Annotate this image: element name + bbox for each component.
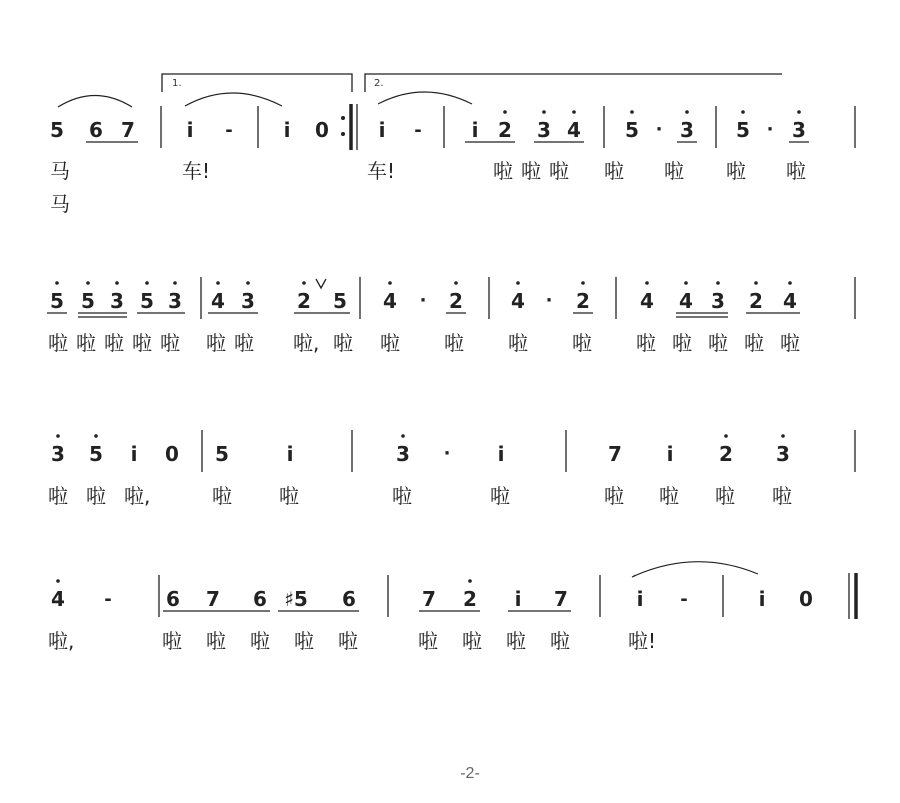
dot: · — [766, 119, 774, 140]
lyric: 啦 — [780, 331, 800, 355]
note: 3 — [537, 118, 551, 142]
dash: - — [104, 589, 112, 610]
lyric: 啦 — [206, 331, 226, 355]
repeat-dot — [341, 132, 345, 136]
note: i — [186, 118, 194, 142]
slur — [378, 92, 472, 104]
lyric: 啦 — [279, 484, 299, 508]
score-row-3 — [48, 430, 855, 508]
note: 3 — [680, 118, 694, 142]
octave-dot — [754, 281, 758, 285]
note: 4 — [383, 289, 397, 313]
note: 4 — [640, 289, 654, 313]
dash: - — [680, 589, 688, 610]
dash: - — [414, 120, 422, 141]
octave-dot — [115, 281, 119, 285]
note: 2 — [576, 289, 590, 313]
note: 3 — [776, 442, 790, 466]
lyric: 啦 — [604, 484, 624, 508]
octave-dot — [516, 281, 520, 285]
note: 3 — [711, 289, 725, 313]
lyric: 啦 — [333, 331, 353, 355]
volta-bracket-1 — [162, 74, 352, 92]
lyric: 啦 — [392, 484, 412, 508]
octave-dot — [503, 110, 507, 114]
slur — [185, 93, 282, 106]
note: i — [286, 442, 294, 466]
note: i — [283, 118, 291, 142]
lyric: 啦 — [549, 159, 569, 183]
octave-dot — [542, 110, 546, 114]
lyric: 啦 — [162, 629, 182, 653]
note: 5 — [333, 289, 347, 313]
note: 6 — [89, 118, 103, 142]
lyric: 啦 — [132, 331, 152, 355]
lyric: 啦 — [572, 331, 592, 355]
lyric: 啦 — [726, 159, 746, 183]
lyric: 啦 — [664, 159, 684, 183]
score-row-1 — [50, 74, 855, 216]
note: 3 — [110, 289, 124, 313]
note: 2 — [749, 289, 763, 313]
note: 5 — [50, 289, 64, 313]
lyric: 啦 — [715, 484, 735, 508]
note: 7 — [121, 118, 135, 142]
octave-dot — [788, 281, 792, 285]
volta-bracket-2 — [365, 74, 782, 92]
note: 5 — [215, 442, 229, 466]
note: 4 — [679, 289, 693, 313]
note: 3 — [168, 289, 182, 313]
note: 4 — [511, 289, 525, 313]
breath-mark — [316, 279, 326, 288]
octave-dot — [246, 281, 250, 285]
note: 5 — [625, 118, 639, 142]
lyric: 啦 — [490, 484, 510, 508]
note: 2 — [498, 118, 512, 142]
dot: · — [655, 119, 663, 140]
note: 3 — [792, 118, 806, 142]
note: 3 — [51, 442, 65, 466]
note: 7 — [554, 587, 568, 611]
octave-dot — [645, 281, 649, 285]
volta-label-2: 2. — [374, 78, 384, 89]
octave-dot — [302, 281, 306, 285]
note: i — [514, 587, 522, 611]
octave-dot — [581, 281, 585, 285]
note: 2 — [719, 442, 733, 466]
note: 7 — [422, 587, 436, 611]
lyric: 啦 — [493, 159, 513, 183]
lyric: 啦 — [772, 484, 792, 508]
note: 5 — [736, 118, 750, 142]
octave-dot — [388, 281, 392, 285]
note: 0 — [799, 587, 813, 611]
lyric: 马 — [50, 192, 70, 216]
lyric: 啦 — [48, 484, 68, 508]
lyric: 啦 — [462, 629, 482, 653]
octave-dot — [401, 434, 405, 438]
lyric: 啦 — [380, 331, 400, 355]
lyric: 啦 — [744, 331, 764, 355]
slur — [632, 562, 758, 577]
lyric: 啦 — [506, 629, 526, 653]
lyric: 啦 — [659, 484, 679, 508]
octave-dot — [468, 579, 472, 583]
score-row-2 — [47, 277, 855, 355]
lyric: 啦 — [160, 331, 180, 355]
lyric: 啦 — [212, 484, 232, 508]
note: 5 — [81, 289, 95, 313]
octave-dot — [56, 434, 60, 438]
lyric: 啦 — [76, 331, 96, 355]
note: 4 — [567, 118, 581, 142]
octave-dot — [216, 281, 220, 285]
note: 4 — [783, 289, 797, 313]
note: 7 — [608, 442, 622, 466]
octave-dot — [94, 434, 98, 438]
note: i — [666, 442, 674, 466]
note: 4 — [51, 587, 65, 611]
lyric: 车! — [367, 159, 396, 183]
note: 6 — [253, 587, 267, 611]
octave-dot — [685, 110, 689, 114]
note: 3 — [396, 442, 410, 466]
lyric: 啦 — [294, 629, 314, 653]
note: 3 — [241, 289, 255, 313]
score-row-4 — [48, 562, 856, 653]
lyric: 啦 — [508, 331, 528, 355]
note: 2 — [297, 289, 311, 313]
note: 5 — [50, 118, 64, 142]
lyric: 啦 — [521, 159, 541, 183]
octave-dot — [86, 281, 90, 285]
note: 6 — [166, 587, 180, 611]
slur — [58, 96, 132, 108]
note: 2 — [463, 587, 477, 611]
lyric: 啦, — [124, 484, 151, 508]
octave-dot — [741, 110, 745, 114]
octave-dot — [724, 434, 728, 438]
note: i — [636, 587, 644, 611]
octave-dot — [684, 281, 688, 285]
lyric: 啦 — [636, 331, 656, 355]
repeat-dot — [341, 116, 345, 120]
dot: · — [419, 290, 427, 311]
lyric: 啦, — [48, 629, 75, 653]
lyric: 啦 — [48, 331, 68, 355]
lyric: 啦 — [250, 629, 270, 653]
octave-dot — [716, 281, 720, 285]
octave-dot — [781, 434, 785, 438]
lyric: 啦 — [86, 484, 106, 508]
octave-dot — [56, 579, 60, 583]
note: 4 — [211, 289, 225, 313]
lyric: 啦 — [708, 331, 728, 355]
dot: · — [545, 290, 553, 311]
page-number: -2- — [460, 765, 480, 782]
lyric: 马 — [50, 159, 70, 183]
lyric: 啦 — [550, 629, 570, 653]
octave-dot — [145, 281, 149, 285]
note: 6 — [342, 587, 356, 611]
note: i — [378, 118, 386, 142]
note: 0 — [315, 118, 329, 142]
octave-dot — [630, 110, 634, 114]
note: i — [471, 118, 479, 142]
octave-dot — [797, 110, 801, 114]
volta-label-1: 1. — [172, 78, 182, 89]
note: i — [497, 442, 505, 466]
lyric: 啦 — [444, 331, 464, 355]
lyric: 啦 — [104, 331, 124, 355]
octave-dot — [454, 281, 458, 285]
note: i — [130, 442, 138, 466]
dot: · — [443, 443, 451, 464]
note: 0 — [165, 442, 179, 466]
note: 7 — [206, 587, 220, 611]
note: 5 — [140, 289, 154, 313]
note: 5 — [89, 442, 103, 466]
lyric: 啦 — [206, 629, 226, 653]
lyric: 啦, — [293, 331, 320, 355]
lyric: 啦! — [628, 629, 657, 653]
lyric: 啦 — [338, 629, 358, 653]
note: 2 — [449, 289, 463, 313]
note: ♯5 — [284, 587, 308, 611]
dash: - — [225, 120, 233, 141]
lyric: 啦 — [604, 159, 624, 183]
octave-dot — [173, 281, 177, 285]
lyric: 啦 — [234, 331, 254, 355]
lyric: 啦 — [418, 629, 438, 653]
note: i — [758, 587, 766, 611]
octave-dot — [55, 281, 59, 285]
octave-dot — [572, 110, 576, 114]
lyric: 啦 — [672, 331, 692, 355]
lyric: 啦 — [786, 159, 806, 183]
lyric: 车! — [182, 159, 211, 183]
